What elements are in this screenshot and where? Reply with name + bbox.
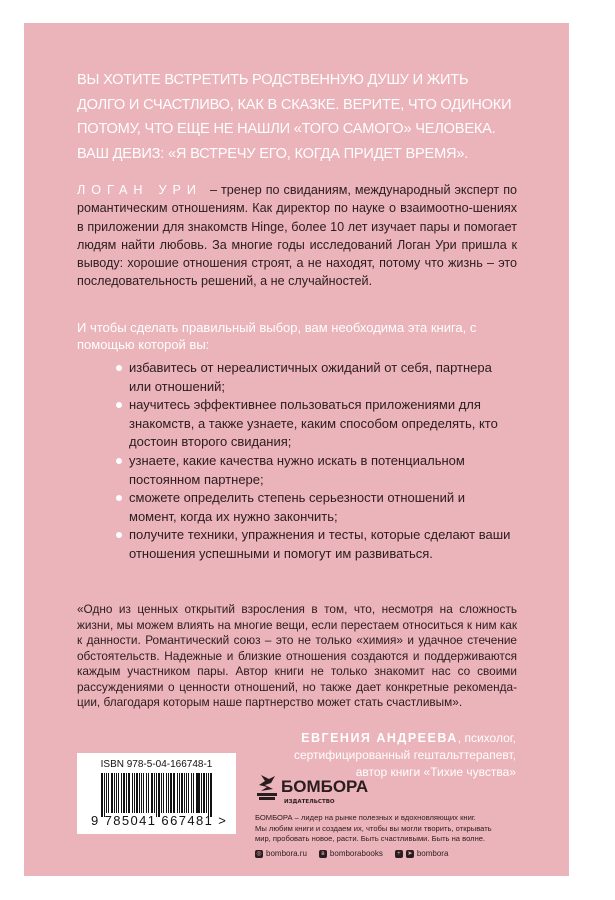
barcode-bar — [123, 773, 125, 813]
bombora-logo-icon — [255, 773, 279, 803]
barcode-bar — [197, 773, 199, 813]
plus-icon: + — [395, 850, 403, 858]
bullet-icon — [116, 495, 122, 501]
barcode-bar — [161, 773, 162, 813]
benefits-list — [116, 359, 516, 564]
logo-subtitle: ИЗДАТЕЛЬСТВО — [284, 799, 335, 805]
barcode-bar — [104, 773, 105, 817]
barcode — [77, 753, 236, 834]
barcode-bar — [148, 773, 149, 813]
barcode-bar — [156, 773, 157, 817]
link-label: bombora.ru — [266, 849, 307, 858]
vk-icon: в — [319, 850, 327, 858]
barcode-bar — [208, 773, 209, 817]
barcode-bar — [154, 773, 155, 813]
barcode-bar — [126, 773, 127, 813]
isbn: ISBN 978-5-04-166748-1 — [100, 759, 213, 770]
headline — [77, 68, 547, 166]
link-label: bomborabooks — [329, 849, 383, 858]
publisher-line: мир, пробовать новое, расти. Быть счастливыми. Быть на волне. — [255, 834, 486, 843]
publisher-line: БОМБОРА – лидер на рынке полезных и вдохновляющих книг. — [255, 813, 476, 822]
barcode-bar — [184, 773, 185, 813]
reviewer-book: автор книги «Тихие чувства» — [355, 765, 516, 779]
barcode-bar — [146, 773, 148, 813]
publisher-line: Мы любим книги и создаем их, чтобы вы могли творить, открывать — [255, 823, 492, 833]
author-name: ЛОГАН УРИ — [77, 183, 202, 197]
list-item-text: сможете определить степень серьезности отношений и момент, когда их нужно закончить; — [129, 490, 465, 524]
barcode-bar — [186, 773, 187, 813]
barcode-bar — [132, 773, 133, 813]
barcode-bars — [101, 773, 213, 817]
barcode-bar — [151, 773, 153, 813]
author-bio — [77, 181, 517, 291]
barcode-bar — [177, 773, 178, 813]
barcode-bar — [188, 773, 190, 813]
website-link[interactable] — [255, 849, 307, 858]
barcode-bar — [111, 773, 113, 813]
globe-icon: ◎ — [256, 850, 262, 857]
list-item — [116, 489, 516, 526]
barcode-digits: 9 785041 667481 > — [91, 813, 228, 828]
headline-line: ВЫ ХОТИТЕ ВСТРЕТИТЬ РОДСТВЕННУЮ ДУШУ И ЖИТЬ — [77, 72, 469, 88]
list-item-text: получите техники, упражнения и тесты, которые сделают ваши отношения успешными и помогут им развиваться. — [129, 527, 511, 561]
barcode-bar — [191, 773, 193, 813]
barcode-bar — [170, 773, 172, 813]
list-item — [116, 526, 516, 563]
barcode-bar — [121, 773, 123, 813]
barcode-bar — [106, 773, 107, 813]
barcode-bar — [118, 773, 119, 813]
barcode-bar — [128, 773, 130, 813]
barcode-bar — [139, 773, 140, 813]
barcode-bar — [203, 773, 205, 813]
logo-text: БОМБОРА — [281, 777, 369, 796]
list-item-text: избавитесь от нереалистичных ожиданий от себя, партнера или отношений; — [129, 360, 492, 394]
barcode-bar — [141, 773, 142, 813]
barcode-bar — [101, 773, 103, 817]
publisher-description — [255, 813, 525, 845]
reviewer-name: ЕВГЕНИЯ АНДРЕЕВА — [301, 731, 458, 745]
book-back-cover — [24, 23, 569, 876]
barcode-bar — [116, 773, 117, 813]
list-item — [116, 452, 516, 489]
reviewer-role: сертифицированный гештальттерапевт, — [293, 748, 516, 762]
barcode-bar — [201, 773, 202, 813]
barcode-bar — [181, 773, 183, 813]
bio-text: – тренер по свиданиям, международный эксперт по романтическим отношениям. Как директор по науке о взаимоотно-шениях в приложении для знакомств Hinge, более 10 лет изучает пары и помогает людям найти любовь. За многие годы исследований Логан Ури пришла к выводу: хорошие отношения строят, а не находят, потому что жизнь – это последовательность решений, а не случайностей. — [77, 183, 518, 289]
barcode-bar — [108, 773, 110, 813]
social-links — [255, 849, 448, 858]
headline-line: ДОЛГО И СЧАСТЛИВО, КАК В СКАЗКЕ. ВЕРИТЕ, ЧТО ОДИНОКИ — [77, 96, 512, 113]
link-label: bombora — [416, 849, 449, 858]
barcode-bar — [173, 773, 175, 813]
bullet-icon — [116, 365, 122, 371]
list-item — [116, 359, 516, 396]
barcode-bar — [163, 773, 164, 813]
barcode-bar — [136, 773, 138, 813]
barcode-bar — [196, 773, 197, 813]
barcode-bar — [179, 773, 180, 813]
list-item — [116, 396, 516, 452]
headline-line: ВАШ ДЕВИЗ: «Я ВСТРЕЧУ ЕГО, КОГДА ПРИДЕТ ВРЕМЯ». — [77, 145, 469, 162]
headline-line: ПОТОМУ, ЧТО ЕЩЕ НЕ НАШЛИ «ТОГО САМОГО» ЧЕЛОВЕКА. — [77, 121, 496, 137]
bullet-icon — [116, 458, 122, 464]
barcode-bar — [134, 773, 135, 813]
barcode-bar — [114, 773, 115, 813]
publisher-logo — [255, 773, 369, 807]
barcode-bar — [206, 773, 207, 813]
vk-link[interactable] — [319, 849, 383, 858]
review-quote: «Одно из ценных открытий взросления в том, что, несмотря на сложность жизни, мы можем влиять на многие вещи, если перестаем относиться к ним как к данности. Романтический союз – это не только «химия» и удачное стечение обстоятельств. Надежные и близкие отношения создаются и поддерживаются каждым участником пары. Автор книги не только знакомит нас со своими рассуждениями о ценности отношений, но также дает конкретные рекоменда-ции, благодаря которым наше партнерство может стать счастливым». — [77, 602, 517, 709]
reviewer-role: , психолог, — [457, 731, 516, 745]
telegram-icon: ➤ — [407, 850, 413, 857]
barcode-bar — [143, 773, 145, 813]
barcode-bar — [210, 773, 212, 817]
list-item-text: узнаете, какие качества нужно искать в потенциальном постоянном партнере; — [129, 452, 465, 487]
intro-text: И чтобы сделать правильный выбор, вам необходима эта книга, с помощью которой вы: — [77, 320, 477, 352]
barcode-bar — [193, 773, 194, 813]
telegram-link[interactable] — [395, 849, 449, 858]
list-item-text: научитесь эффективнее пользоваться приложениями для знакомств, а также узнаете, каким способом определять, кто достоин второго свидания; — [129, 397, 498, 450]
bullet-icon — [116, 532, 122, 538]
barcode-bar — [168, 773, 169, 813]
barcode-bar — [158, 773, 160, 817]
barcode-bar — [166, 773, 168, 813]
bullet-icon — [116, 402, 122, 408]
